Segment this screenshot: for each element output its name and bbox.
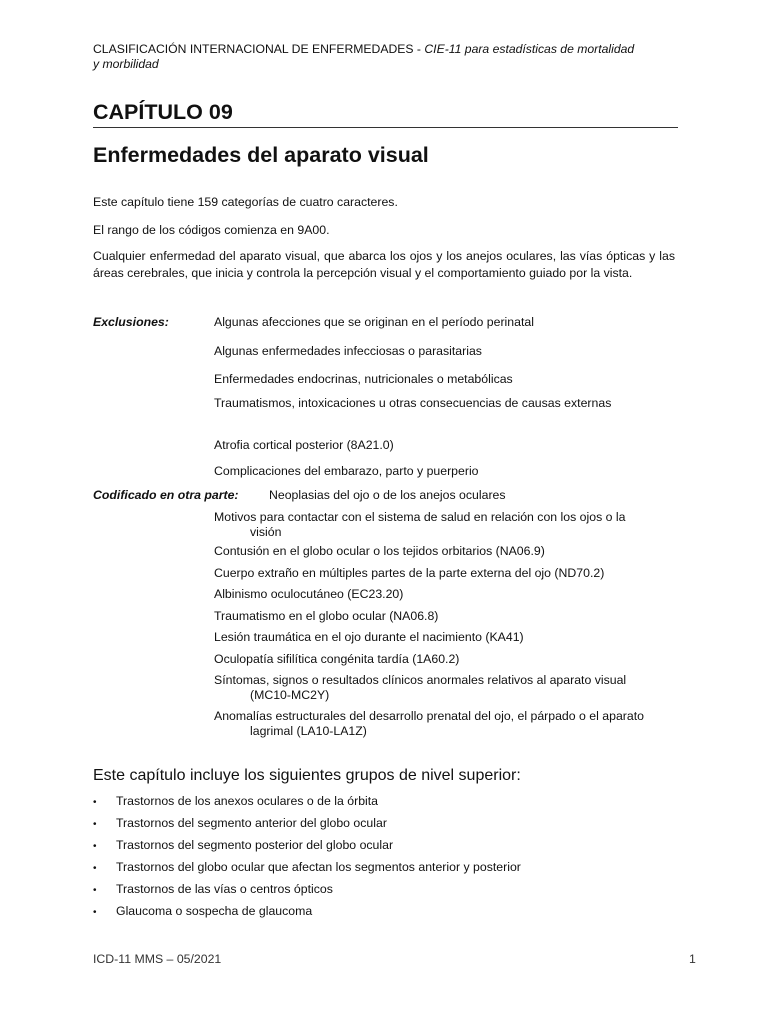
intro-categories: Este capítulo tiene 159 categorías de cuatro caracteres. [93,195,398,209]
coded-elsewhere-item: Traumatismo en el globo ocular (NA06.8) [214,609,439,623]
bullet-icon: • [93,885,97,896]
chapter-heading: CAPÍTULO 09 [93,100,678,128]
coded-elsewhere-label: Codificado en otra parte: [93,488,239,502]
list-item [93,904,312,918]
header-text: CLASIFICACIÓN INTERNACIONAL DE ENFERMEDADES - [93,42,425,56]
exclusion-item: Algunas enfermedades infecciosas o parasitarias [214,344,482,358]
exclusion-item: Complicaciones del embarazo, parto y puerperio [214,464,479,478]
list-item-text: Glaucoma o sospecha de glaucoma [116,904,313,918]
coded-elsewhere-item: Contusión en el globo ocular o los tejidos orbitarios (NA06.9) [214,544,545,558]
exclusion-item: Traumatismos, intoxicaciones u otras consecuencias de causas externas [214,396,612,410]
list-item [93,794,378,808]
item-text: Motivos para contactar con el sistema de salud en relación con los ojos o la [214,510,626,524]
list-item-text: Trastornos de las vías o centros ópticos [116,882,333,896]
coded-elsewhere-item: Oculopatía sifilítica congénita tardía (1A60.2) [214,652,460,666]
bullet-icon: • [93,819,97,830]
footer-document-id: ICD-11 MMS – 05/2021 [93,952,222,966]
item-text: Anomalías estructurales del desarrollo prenatal del ojo, el párpado o el aparato [214,709,644,723]
item-text: Síntomas, signos o resultados clínicos anormales relativos al aparato visual [214,673,627,687]
chapter-title: Enfermedades del aparato visual [93,143,429,167]
coded-elsewhere-item: Neoplasias del ojo o de los anejos oculares [269,488,506,502]
coded-elsewhere-item: Lesión traumática en el ojo durante el nacimiento (KA41) [214,630,524,644]
list-item [93,882,333,896]
intro-range: El rango de los códigos comienza en 9A00. [93,223,330,237]
header-italic-text-line2: y morbilidad [93,57,159,71]
exclusions-label: Exclusiones: [93,315,169,329]
header-italic-text: CIE-11 para estadísticas de mortalidad [424,42,635,56]
list-item-text: Trastornos del segmento anterior del globo ocular [116,816,387,830]
bullet-icon: • [93,907,97,918]
groups-heading: Este capítulo incluye los siguientes grupos de nivel superior: [93,767,521,784]
running-header [93,42,683,72]
page-number: 1 [689,952,696,966]
list-item-text: Trastornos del globo ocular que afectan los segmentos anterior y posterior [116,860,521,874]
list-item [93,816,387,830]
list-item-text: Trastornos del segmento posterior del globo ocular [116,838,394,852]
coded-elsewhere-item: Albinismo oculocutáneo (EC23.20) [214,587,404,601]
coded-elsewhere-item [214,510,684,540]
list-item-text: Trastornos de los anexos oculares o de la órbita [116,794,379,808]
list-item [93,838,393,852]
bullet-icon: • [93,863,97,874]
exclusion-item: Algunas afecciones que se originan en el período perinatal [214,315,534,329]
bullet-icon: • [93,841,97,852]
item-continuation: (MC10-MC2Y) [250,688,330,702]
item-continuation: visión [250,525,282,539]
coded-elsewhere-item: Cuerpo extraño en múltiples partes de la parte externa del ojo (ND70.2) [214,566,605,580]
coded-elsewhere-item [214,673,684,703]
intro-description: Cualquier enfermedad del aparato visual, que abarca los ojos y los anejos oculares, las vías ópticas y las áreas cerebrales, que inicia y controla la percepción visual y el comportamiento guiado por la vista. [93,249,675,280]
bullet-icon: • [93,797,97,808]
exclusion-item: Atrofia cortical posterior (8A21.0) [214,438,394,452]
item-continuation: lagrimal (LA10-LA1Z) [250,724,367,738]
exclusion-item: Enfermedades endocrinas, nutricionales o metabólicas [214,372,513,386]
list-item [93,860,521,874]
coded-elsewhere-item [214,709,684,739]
